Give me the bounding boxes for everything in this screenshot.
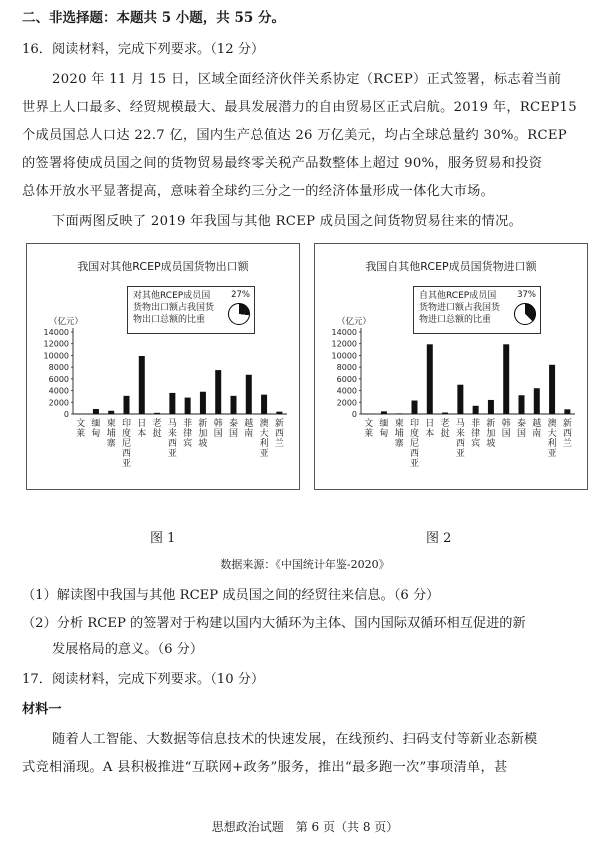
figure-2-label: 图 2 — [426, 531, 452, 546]
x-tick-label: 缅甸 — [91, 419, 101, 439]
q16-paragraph-line-1: 2020 年 11 月 15 日，区域全面经济伙伴关系协定（RCEP）正式签署，标志着当前 — [52, 72, 562, 87]
figure-1-label: 图 1 — [150, 531, 176, 546]
bar — [231, 396, 237, 414]
bar — [427, 344, 433, 414]
q16-paragraph-line-2: 世界上人口最多、经贸规模最大、最具发展潜力的自由贸易区正式启航。2019 年，RCEP15 — [22, 100, 577, 115]
bar — [488, 400, 494, 414]
bar — [473, 406, 479, 414]
chart-import-plot — [315, 244, 587, 489]
q16-sub-question-2-line-1: （2）分析 RCEP 的签署对于构建以国内大循环为主体、国内国际双循环相互促进的新 — [22, 616, 526, 631]
chart-export-title: 我国对其他RCEP成员国货物出口额 — [77, 260, 249, 273]
bar — [519, 395, 525, 414]
bar — [200, 392, 206, 414]
q17-paragraph-line-2: 式竞相涌现。A 县积极推进“互联网+政务”服务，推出“最多跑一次”事项清单，甚 — [22, 760, 508, 775]
bar — [276, 412, 282, 414]
data-source: 数据来源：《中国统计年鉴-2020》 — [220, 558, 390, 571]
question-17-title: 17．阅读材料，完成下列要求。（10 分） — [22, 672, 265, 687]
bar — [215, 370, 221, 414]
bar — [534, 388, 540, 414]
x-tick-label: 文莱 — [364, 419, 374, 439]
bar — [442, 413, 448, 414]
q16-paragraph-line-4: 的签署将使成员国之间的货物贸易最终零关税产品数整体上超过 90%，服务贸易和投资 — [22, 156, 543, 171]
x-tick-label: 泰国 — [516, 419, 527, 439]
chart-export-inset-pct: 27% — [231, 290, 250, 300]
chart-export-plot — [27, 244, 299, 489]
chart-import-inset-text: 自其他RCEP成员国货物进口额占我国货物进口总额的比重 — [419, 291, 501, 325]
q16-sub-question-1: （1）解读图中我国与其他 RCEP 成员国之间的经贸往来信息。（6 分） — [22, 588, 440, 603]
bar — [503, 344, 509, 414]
bar — [381, 411, 387, 414]
x-tick-label: 泰国 — [228, 419, 239, 439]
x-tick-label: 日本 — [137, 419, 147, 439]
y-axis-label: （亿元） — [49, 317, 84, 327]
q17-paragraph-line-1: 随着人工智能、大数据等信息技术的快速发展，在线预约、扫码支付等新业态新模 — [52, 732, 538, 747]
bar — [261, 395, 267, 414]
bar — [412, 401, 418, 414]
y-axis-label: （亿元） — [337, 317, 372, 327]
x-tick-label: 越南 — [244, 419, 254, 439]
q16-paragraph-line-3: 个成员国总人口达 22.7 亿，国内生产总值达 26 万亿美元，均占全球总量约 30%。RCEP — [22, 128, 567, 143]
x-tick-label: 文莱 — [76, 419, 86, 439]
q16-chart-intro: 下面两图反映了 2019 年我国与其他 RCEP 成员国之间货物贸易往来的情况。 — [52, 214, 523, 229]
x-tick-label: 老挝 — [152, 419, 162, 439]
q17-material-label: 材料一 — [22, 702, 62, 717]
y-tick-label: 4000 — [48, 386, 69, 396]
question-16-title: 16．阅读材料，完成下列要求。（12 分） — [22, 42, 265, 57]
bar — [139, 356, 145, 414]
x-tick-label: 印度尼西亚 — [409, 419, 420, 469]
bar — [457, 385, 463, 414]
x-tick-label: 菲律宾 — [471, 419, 481, 449]
bar — [564, 409, 570, 414]
x-tick-label: 缅甸 — [379, 419, 389, 439]
y-tick-label: 0 — [351, 410, 357, 419]
y-tick-label: 10000 — [331, 351, 357, 361]
x-tick-label: 柬埔寨 — [106, 419, 116, 449]
y-tick-label: 0 — [63, 410, 69, 419]
x-tick-label: 老挝 — [440, 419, 450, 439]
x-tick-label: 澳大利亚 — [547, 419, 557, 459]
x-tick-label: 新加坡 — [486, 419, 496, 449]
bar — [549, 365, 555, 414]
bar — [154, 413, 160, 414]
bar — [169, 393, 175, 414]
bar — [124, 396, 130, 414]
y-tick-label: 2000 — [48, 398, 69, 408]
x-tick-label: 菲律宾 — [183, 419, 193, 449]
x-tick-label: 新加坡 — [198, 419, 208, 449]
chart-export-inset-text: 对其他RCEP成员国货物出口额占我国货物出口总额的比重 — [133, 291, 215, 325]
x-tick-label: 越南 — [532, 419, 542, 439]
x-tick-label: 印度尼西亚 — [121, 419, 132, 469]
chart-import-title: 我国自其他RCEP成员国货物进口额 — [365, 260, 537, 273]
y-tick-label: 14000 — [331, 328, 357, 337]
x-tick-label: 马来西亚 — [455, 419, 465, 459]
x-tick-label: 柬埔寨 — [394, 419, 404, 449]
bar — [93, 409, 99, 414]
y-tick-label: 2000 — [336, 398, 357, 408]
chart-import-inset-pct: 37% — [517, 290, 536, 300]
x-tick-label: 马来西亚 — [167, 419, 177, 459]
bar — [185, 398, 191, 414]
x-tick-label: 日本 — [425, 419, 435, 439]
chart-import — [314, 243, 588, 490]
y-tick-label: 8000 — [336, 363, 357, 373]
y-tick-label: 8000 — [48, 363, 69, 373]
bar — [396, 413, 402, 414]
x-tick-label: 韩国 — [213, 419, 223, 439]
section-header: 二、非选择题：本题共 5 小题，共 55 分。 — [22, 10, 285, 26]
y-tick-label: 4000 — [336, 386, 357, 396]
q16-sub-question-2-line-2: 发展格局的意义。（6 分） — [52, 642, 204, 657]
y-tick-label: 10000 — [43, 351, 69, 361]
y-tick-label: 12000 — [331, 339, 357, 349]
y-tick-label: 14000 — [43, 328, 69, 337]
bar — [246, 375, 252, 414]
x-tick-label: 澳大利亚 — [259, 419, 269, 459]
bar — [108, 411, 114, 414]
y-tick-label: 12000 — [43, 339, 69, 349]
x-tick-label: 新西兰 — [274, 419, 284, 449]
q16-paragraph-line-5: 总体开放水平显著提高，意味着全球约三分之一的经济体量形成一体化大市场。 — [22, 184, 495, 199]
x-tick-label: 韩国 — [501, 419, 511, 439]
page-footer: 思想政治试题 第 6 页（共 8 页） — [211, 820, 399, 834]
y-tick-label: 6000 — [48, 374, 69, 384]
x-tick-label: 新西兰 — [562, 419, 572, 449]
chart-export — [26, 243, 300, 490]
y-tick-label: 6000 — [336, 374, 357, 384]
